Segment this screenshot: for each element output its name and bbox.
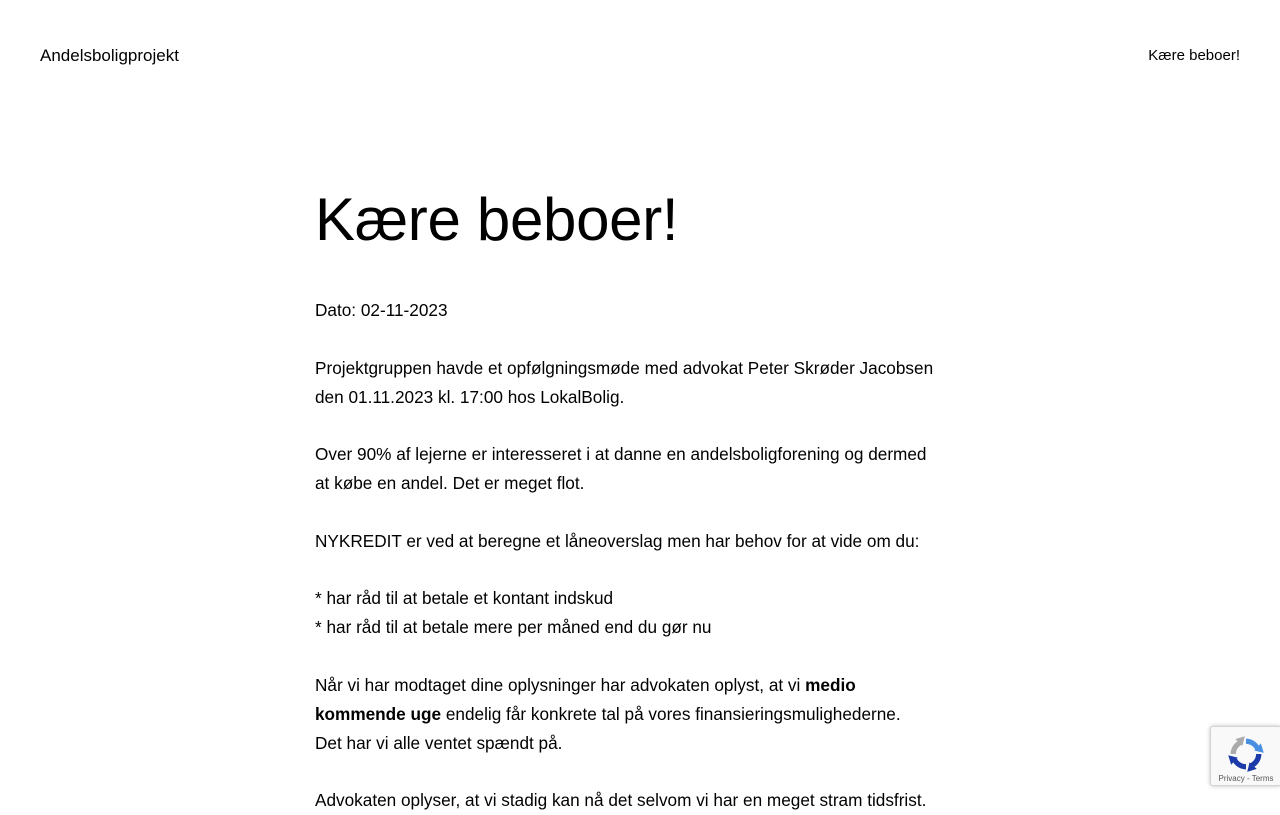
site-header <box>0 0 1280 112</box>
bold-medio: medio <box>805 674 856 695</box>
bullet-item-2: * har råd til at betale mere per måned end du gør nu <box>315 617 712 637</box>
post-title: Kære beboer! <box>315 186 679 253</box>
paragraph-lawyer-update <box>315 671 975 758</box>
recaptcha-icon <box>1227 735 1265 773</box>
paragraph-deadline: Advokaten oplyser, at vi stadig kan nå det selvom vi har en meget stram tidsfrist. <box>315 790 927 810</box>
paragraph-meeting-line1: Projektgruppen havde et opfølgningsmøde med advokat Peter Skrøder Jacobsen <box>315 357 934 378</box>
bullet-item-1: * har råd til at betale et kontant indskud <box>315 588 614 608</box>
paragraph-lawyer-line2: endelig får konkrete tal på vores finansieringsmulighederne. <box>441 703 901 724</box>
bullet-list <box>315 584 975 642</box>
recaptcha-privacy-terms[interactable]: Privacy - Terms <box>1218 774 1274 783</box>
nav-link-kaere-beboer[interactable]: Kære beboer! <box>1148 47 1240 64</box>
paragraph-meeting <box>315 354 975 412</box>
paragraph-lawyer-line1: Når vi har modtaget dine oplysninger har advokaten oplyst, at vi <box>315 674 806 695</box>
post-content <box>315 184 975 815</box>
paragraph-interest <box>315 440 975 498</box>
paragraph-nykredit: NYKREDIT er ved at beregne et låneoverslag men har behov for at vide om du: <box>315 530 920 551</box>
paragraph-interest-line2: at købe en andel. Det er meget flot. <box>315 473 585 493</box>
paragraph-lawyer-line3: Det har vi alle ventet spændt på. <box>315 732 563 753</box>
paragraph-interest-line1: Over 90% af lejerne er interesseret i at danne en andelsboligforening og dermed <box>315 444 927 464</box>
paragraph-meeting-line2: den 01.11.2023 kl. 17:00 hos LokalBolig. <box>315 386 625 407</box>
recaptcha-badge[interactable] <box>1210 726 1280 786</box>
post-date: Dato: 02-11-2023 <box>315 300 448 320</box>
site-title-link[interactable]: Andelsboligprojekt <box>40 46 179 65</box>
bold-kommende-uge: kommende uge <box>315 703 442 724</box>
